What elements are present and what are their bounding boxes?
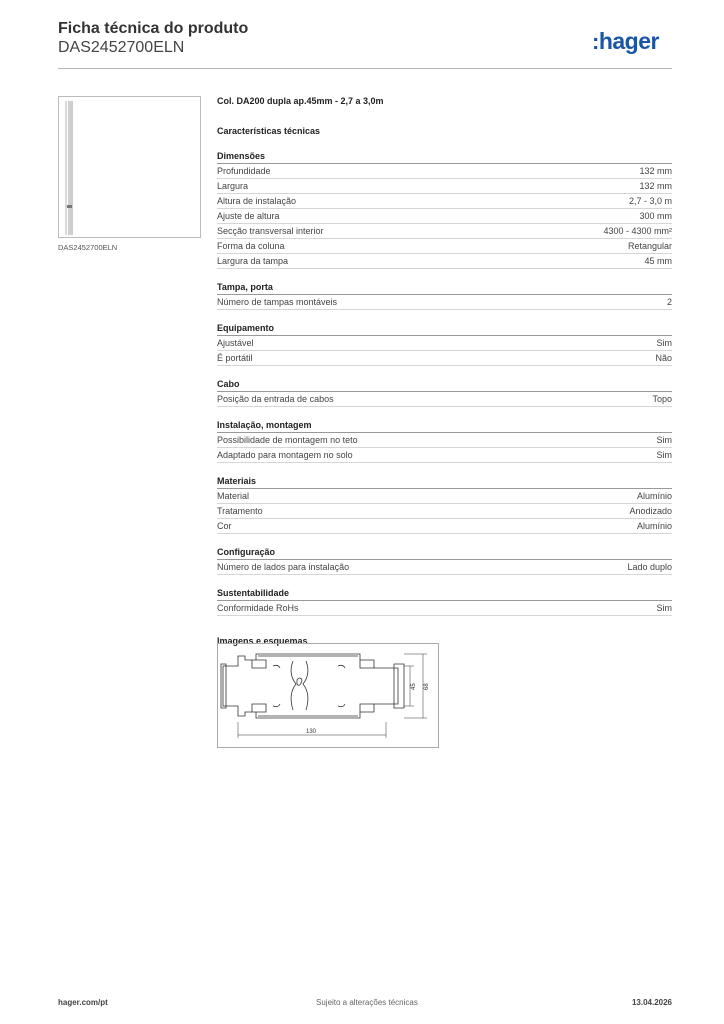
- spec-label: Largura: [217, 181, 249, 191]
- tech-heading: Características técnicas: [217, 126, 321, 136]
- section-heading: Instalação, montagem: [217, 418, 672, 433]
- images-heading: Imagens e esquemas: [217, 636, 308, 646]
- spec-value: Lado duplo: [627, 562, 672, 572]
- spec-label: Profundidade: [217, 166, 271, 176]
- spec-row: [217, 392, 672, 407]
- spec-row: [217, 254, 672, 269]
- spec-value: Anodizado: [629, 506, 672, 516]
- spec-label: Tratamento: [217, 506, 263, 516]
- spec-row: [217, 351, 672, 366]
- spec-label: Altura de instalação: [217, 196, 297, 206]
- section-heading: Configuração: [217, 545, 672, 560]
- spec-label: Ajuste de altura: [217, 211, 280, 221]
- section-heading: Cabo: [217, 377, 672, 392]
- spec-value: 4300 - 4300 mm²: [603, 226, 672, 236]
- spec-value: Sim: [656, 338, 672, 348]
- page-title: Ficha técnica do produto: [58, 20, 249, 37]
- spec-row: [217, 560, 672, 575]
- spec-label: Largura da tampa: [217, 256, 289, 266]
- spec-column: [217, 95, 672, 648]
- dim-cover-label: 45: [411, 683, 417, 690]
- spec-row: [217, 448, 672, 463]
- spec-row: [217, 601, 672, 616]
- spec-row: [217, 239, 672, 254]
- footer-date: 13.04.2026: [631, 998, 672, 1007]
- hager-logo: :hager: [592, 28, 659, 54]
- product-thumbnail: [58, 96, 201, 238]
- section-heading: Sustentabilidade: [217, 586, 672, 601]
- spec-label: Forma da coluna: [217, 241, 285, 251]
- spec-label: Cor: [217, 521, 232, 531]
- spec-label: Número de tampas montáveis: [217, 297, 338, 307]
- product-name: Col. DA200 dupla ap.45mm - 2,7 a 3,0m: [217, 96, 384, 106]
- spec-value: 300 mm: [639, 211, 672, 221]
- product-code: DAS2452700ELN: [58, 39, 185, 56]
- cross-section-drawing: [217, 643, 439, 748]
- spec-value: Sim: [656, 435, 672, 445]
- spec-value: 2,7 - 3,0 m: [628, 196, 672, 206]
- spec-value: 132 mm: [639, 166, 672, 176]
- spec-value: 2: [666, 297, 672, 307]
- spec-row: [217, 164, 672, 179]
- spec-value: Retangular: [627, 241, 672, 251]
- spec-label: Adaptado para montagem no solo: [217, 450, 353, 460]
- spec-row: [217, 224, 672, 239]
- spec-label: É portátil: [217, 353, 253, 363]
- dim-height-label: 68: [424, 683, 430, 690]
- footer-website[interactable]: hager.com/pt: [58, 998, 108, 1007]
- spec-row: [217, 433, 672, 448]
- spec-label: Posição da entrada de cabos: [217, 394, 334, 404]
- spec-row: [217, 489, 672, 504]
- spec-value: 132 mm: [639, 181, 672, 191]
- spec-label: Número de lados para instalação: [217, 562, 350, 572]
- spec-value: Sim: [656, 450, 672, 460]
- spec-value: 45 mm: [644, 256, 672, 266]
- section-heading: Materiais: [217, 474, 672, 489]
- spec-value: Alumínio: [636, 491, 672, 501]
- spec-row: [217, 336, 672, 351]
- spec-label: Conformidade RoHs: [217, 603, 299, 613]
- spec-value: Sim: [656, 603, 672, 613]
- spec-value: Alumínio: [636, 521, 672, 531]
- spec-row: [217, 209, 672, 224]
- spec-value: Não: [655, 353, 672, 363]
- logo-text: hager: [598, 28, 659, 54]
- spec-label: Ajustável: [217, 338, 254, 348]
- spec-row: [217, 519, 672, 534]
- thumbnail-caption: DAS2452700ELN: [58, 243, 118, 252]
- spec-row: [217, 295, 672, 310]
- spec-row: [217, 194, 672, 209]
- section-heading: Tampa, porta: [217, 280, 672, 295]
- spec-label: Material: [217, 491, 250, 501]
- spec-value: Topo: [652, 394, 672, 404]
- header-divider: [58, 68, 672, 69]
- spec-label: Secção transversal interior: [217, 226, 324, 236]
- footer-notice: Sujeito a alterações técnicas: [316, 998, 418, 1007]
- dim-width-label: 130: [306, 729, 317, 735]
- spec-label: Possibilidade de montagem no teto: [217, 435, 358, 445]
- section-heading: Equipamento: [217, 321, 672, 336]
- spec-sections: [217, 149, 672, 616]
- section-heading: Dimensões: [217, 149, 672, 164]
- spec-row: [217, 179, 672, 194]
- spec-row: [217, 504, 672, 519]
